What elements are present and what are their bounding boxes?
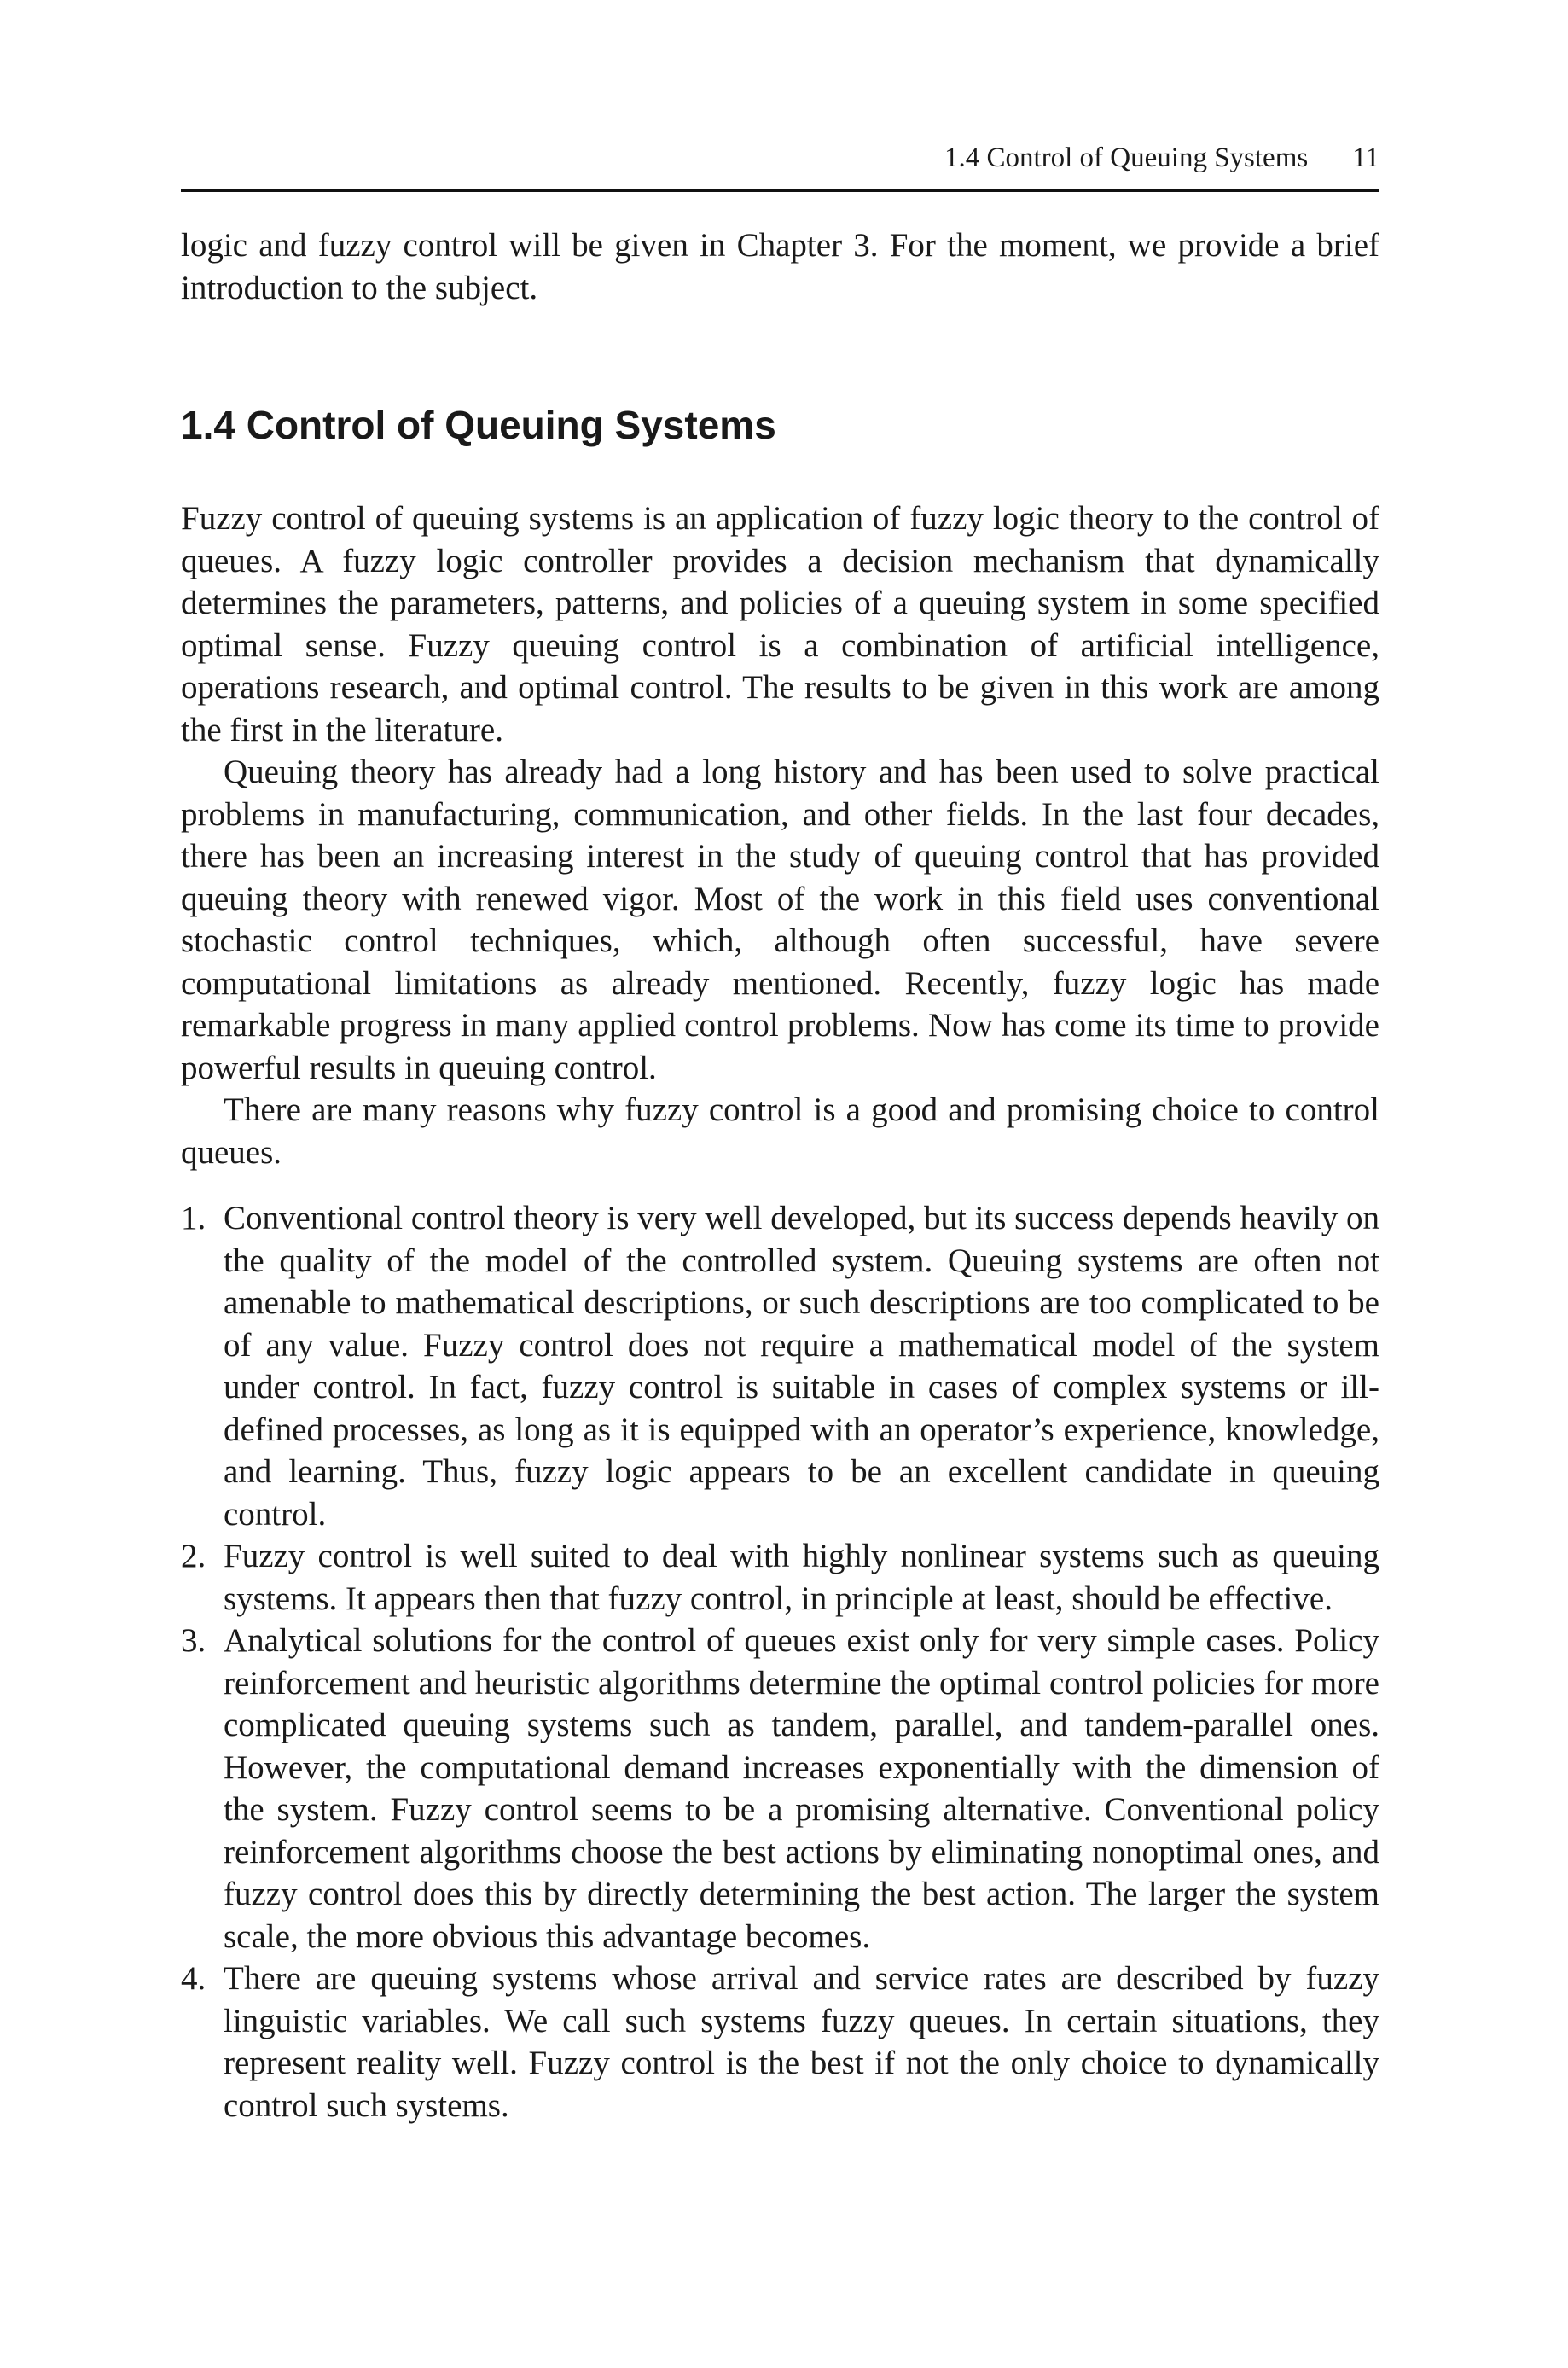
- list-item-number: 2.: [181, 1538, 206, 1574]
- section-paragraph: Fuzzy control of queuing systems is an application of fuzzy logic theory to the control of queues. A fuzzy logic controller provides a decision mechanism that dynamically determines the parameters, patterns, and policies of a queuing system in some specified optimal sense. Fuzzy queuing control is a combination of artificial intelligence, operations research, and optimal control. The results to be given in this work are among the first in the literature.: [181, 500, 1379, 748]
- list-item: [181, 1535, 1379, 1620]
- running-head-title: 1.4 Control of Queuing Systems: [944, 143, 1309, 173]
- list-item: [181, 1197, 1379, 1535]
- reasons-list: [181, 1197, 1379, 2127]
- header-rule: [181, 189, 1379, 192]
- list-item-text: There are queuing systems whose arrival and service rates are described by fuzzy linguistic variables. We call such systems fuzzy queues. In certain situations, they represent reality well. Fuzzy control is the best if not the only choice to dynamically control such systems.: [224, 1960, 1379, 2124]
- list-item-text: Analytical solutions for the control of queues exist only for very simple cases. Policy reinforcement and heuristic algorithms determine the optimal control policies for more complicated queuing systems such as tandem, parallel, and tandem-parallel ones. However, the computational demand increases exponentially with the dimension of the system. Fuzzy control seems to be a promising alternative. Conventional policy reinforcement algorithms choose the best actions by eliminating nonoptimal ones, and fuzzy control does this by directly determining the best action. The larger the system scale, the more obvious this advantage becomes.: [224, 1622, 1379, 1955]
- list-item-text: Conventional control theory is very well developed, but its success depends heavily on the quality of the model of the controlled system. Queuing systems are often not amenable to mathematical descriptions, or such descriptions are too complicated to be of any value. Fuzzy control does not require a mathematical model of the system under control. In fact, fuzzy control is suitable in cases of complex systems or ill-defined processes, as long as it is equipped with an operator’s experience, knowledge, and learning. Thus, fuzzy logic appears to be an excellent candidate in queuing control.: [224, 1200, 1379, 1533]
- intro-paragraph: logic and fuzzy control will be given in Chapter 3. For the moment, we provide a brief introduction to the subject.: [181, 227, 1379, 306]
- section-paragraph: There are many reasons why fuzzy control is a good and promising choice to control queues.: [181, 1091, 1379, 1171]
- running-head: [181, 137, 1379, 179]
- list-item-number: 1.: [181, 1200, 206, 1236]
- list-item: [181, 1620, 1379, 1958]
- section-heading: 1.4 Control of Queuing Systems: [181, 403, 776, 447]
- list-item: [181, 1958, 1379, 2127]
- list-item-number: 4.: [181, 1960, 206, 1997]
- list-item-text: Fuzzy control is well suited to deal with highly nonlinear systems such as queuing systems. It appears then that fuzzy control, in principle at least, should be effective.: [224, 1538, 1379, 1617]
- page-number: 11: [1352, 143, 1379, 173]
- page-body: [181, 224, 1379, 2127]
- section-paragraph: Queuing theory has already had a long history and has been used to solve practical problems in manufacturing, communication, and other fields. In the last four decades, there has been an increasing interest in the study of queuing control that has provided queuing theory with renewed vigor. Most of the work in this field uses conventional stochastic control techniques, which, although often successful, have severe computational limitations as already mentioned. Recently, fuzzy logic has made remarkable progress in many applied control problems. Now has come its time to provide powerful results in queuing control.: [181, 753, 1379, 1086]
- list-item-number: 3.: [181, 1622, 206, 1659]
